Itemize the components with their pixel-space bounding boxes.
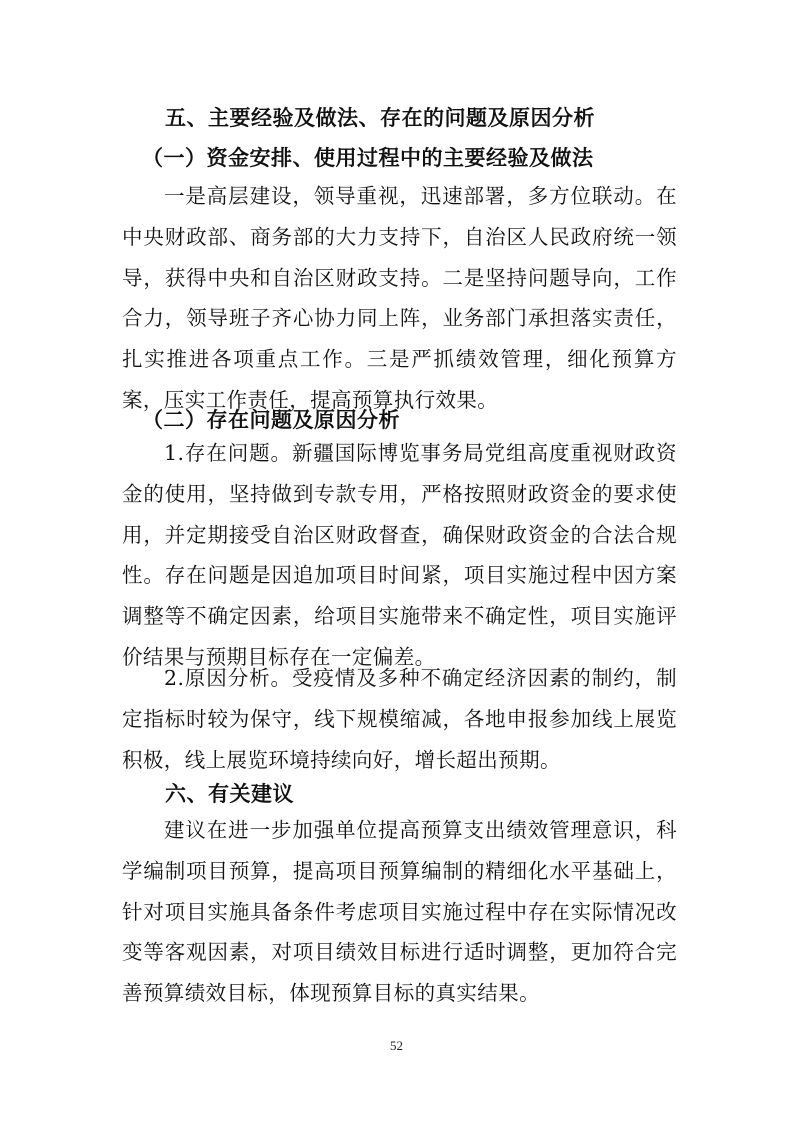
section-six-heading: 六、有关建议: [165, 782, 294, 806]
subsection-one-heading: （一）资金安排、使用过程中的主要经验及做法: [142, 146, 594, 170]
suggestions-paragraph: 建议在进一步加强单位提高预算支出绩效管理意识，科学编制项目预算，提高项目预算编制的精细化水平基础上，针对项目实施具备条件考虑项目实施过程中存在实际情况改变等客观因素，对项目绩效目标进行适时调整，更加符合完善预算绩效目标，体现预算目标的真实结果。: [122, 818, 677, 1006]
problems-paragraph: 1.存在问题。新疆国际博览事务局党组高度重视财政资金的使用，坚持做到专款专用，严格按照财政资金的要求使用，并定期接受自治区财政督查，确保财政资金的合法合规性。存在问题是因追加项目时间紧，项目实施过程中因方案调整等不确定因素，给项目实施带来不确定性，项目实施评价结果与预期目标存在一定偏差。: [122, 441, 677, 669]
page-number: 52: [390, 1038, 403, 1053]
cause-analysis-paragraph: 2.原因分析。受疫情及多种不确定经济因素的制约，制定指标时较为保守，线下规模缩减，各地申报参加线上展览积极，线上展览环境持续向好，增长超出预期。: [122, 666, 677, 772]
subsection-two-heading: （二）存在问题及原因分析: [142, 408, 400, 432]
subsection-one-paragraph: 一是高层建设，领导重视，迅速部署，多方位联动。在中央财政部、商务部的大力支持下，自治区人民政府统一领导，获得中央和自治区财政支持。二是坚持问题导向，工作合力，领导班子齐心协力同上阵，业务部门承担落实责任，扎实推进各项重点工作。三是严抓绩效管理，细化预算方案，压实工作责任，提高预算执行效果。: [122, 184, 677, 412]
section-five-heading: 五、主要经验及做法、存在的问题及原因分析: [165, 106, 595, 130]
